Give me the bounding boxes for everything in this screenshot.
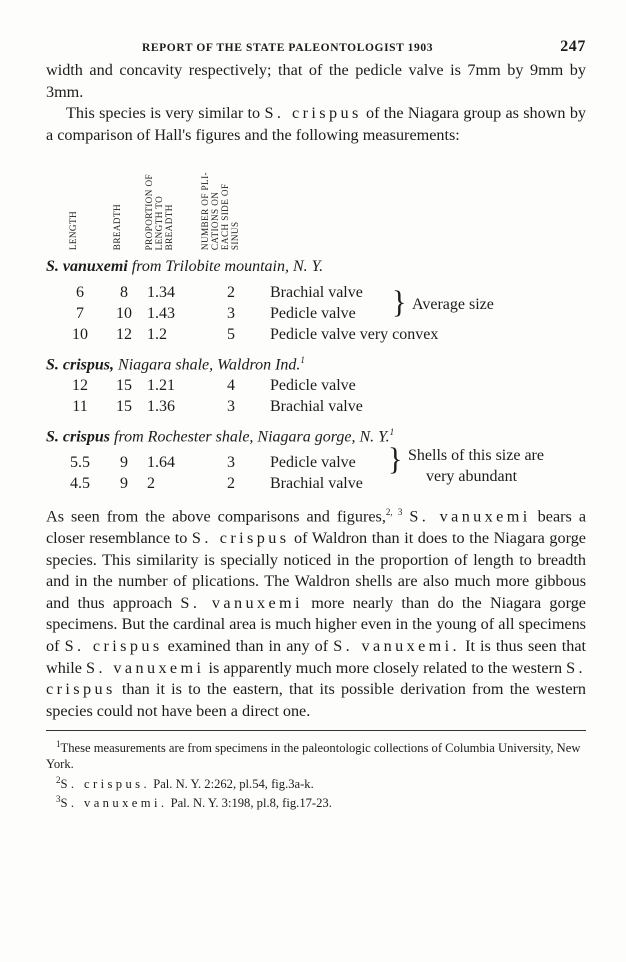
table-row (46, 305, 586, 326)
cell-breadth: 8 (120, 284, 128, 302)
footnote-mark: 3 (56, 794, 61, 805)
brace-note: Average size (412, 296, 494, 314)
group-caption (46, 256, 586, 278)
cell-plications: 3 (227, 397, 235, 415)
caption-locality: from Trilobite mountain, N. Y. (131, 258, 324, 276)
page (46, 36, 586, 812)
cell-breadth: 9 (120, 475, 128, 493)
text-run: of the Niagara group as shown by a comparison of Hall's figures and the following measurements: (46, 104, 587, 144)
cell-remark: Pedicle valve very convex (270, 326, 439, 344)
caption-locality: from Rochester shale, Niagara gorge, N. Y. (114, 428, 390, 446)
paragraph-continuation: width and concavity respectively; that of the pedicle valve is 7mm by 9mm by 3mm. (46, 61, 586, 101)
text-run: more nearly than do the Niagara gorge specimens. But the cardinal area is much higher even in the young of all specimens of (46, 593, 586, 655)
species-name: S. crispus (264, 104, 362, 123)
brace-note-line-1: Shells of this size are (408, 446, 544, 464)
footnote-mark: 1 (56, 739, 61, 750)
table-row (46, 398, 586, 419)
species-name: S. vanuxemi (180, 593, 303, 612)
text-run: examined than in any of (167, 636, 329, 655)
text-run: It is thus seen that while (46, 636, 587, 677)
column-header-breadth: BREADTH (112, 204, 122, 251)
cell-proportion: 1.34 (147, 284, 175, 302)
cell-plications: 4 (227, 376, 235, 394)
group-caption (46, 349, 586, 376)
brace-note-line-2: very abundant (426, 467, 518, 485)
text-run: of Waldron than it does to the Niagara gorge species. This similarity is specially noticed in the proportion of length to breadth and in the number of plications. The Waldron shells are also much more gibbous and thus approach (46, 529, 586, 612)
cell-remark: Pedicle valve (270, 454, 356, 472)
paragraph-discussion (46, 502, 586, 722)
cell-length: 6 (76, 284, 84, 302)
cell-length: 7 (76, 305, 84, 323)
caption-species: S. crispus (46, 428, 111, 446)
footnote-ref: 1 (389, 426, 395, 437)
page-number: 247 (560, 38, 586, 55)
cell-length: 10 (72, 326, 88, 344)
cell-proportion: 1.2 (147, 326, 167, 344)
center-brace: } (388, 441, 403, 477)
footnote-ref: 1 (300, 355, 305, 366)
measurement-group-crispus-rochester (46, 421, 586, 496)
cell-breadth: 15 (116, 397, 132, 415)
cell-plications: 2 (227, 475, 235, 493)
right-brace: } (392, 285, 407, 321)
table-row (46, 284, 586, 305)
cell-length: 12 (72, 376, 88, 394)
species-name: S. vanuxemi. (333, 636, 460, 655)
group-caption (46, 421, 586, 448)
footnote-text: These measurements are from specimens in the paleontologic collections of Columbia University, New York. (46, 741, 581, 772)
text-run: than it is to the eastern, that its possible derivation from the western species could not have been a direct one. (46, 680, 587, 720)
column-header-proportion: PROPORTION OF LENGTH TO BREADTH (144, 173, 174, 251)
cell-breadth: 15 (116, 376, 132, 394)
footnote-divider (46, 730, 586, 731)
species-name: S. crispus (64, 636, 163, 655)
text-run: bears a closer resemblance to (46, 507, 587, 548)
column-header-plications: NUMBER OF PLI- CATIONS ON EACH SIDE OF SINUS (200, 172, 240, 251)
table-row (46, 377, 586, 398)
cell-proportion: 1.64 (147, 454, 175, 472)
running-header (46, 36, 586, 60)
cell-length: 11 (72, 397, 88, 415)
cell-remark: Brachial valve (270, 475, 363, 493)
footnote-text: Pal. N. Y. 3:198, pl.8, fig.17-23. (170, 796, 332, 811)
caption-locality: Niagara shale, Waldron Ind. (118, 356, 301, 374)
measurement-group-crispus-waldron (46, 349, 586, 418)
caption-species: S. vanuxemi (46, 258, 128, 276)
species-name: S. vanuxemi. (60, 796, 168, 811)
footnote-3 (46, 792, 586, 812)
column-header-length: LENGTH (68, 211, 78, 251)
footnote-text: Pal. N. Y. 2:262, pl.54, fig.3a-k. (153, 776, 314, 791)
species-name: S. crispus (191, 529, 290, 548)
paragraph-comparison-intro (46, 103, 586, 146)
cell-breadth: 9 (120, 454, 128, 472)
footnote-mark: 2 (56, 774, 61, 785)
cell-proportion: 2 (147, 475, 155, 493)
cell-remark: Pedicle valve (270, 305, 356, 323)
cell-plications: 3 (227, 454, 235, 472)
cell-remark: Pedicle valve (270, 376, 356, 394)
footnote-2 (46, 773, 586, 793)
text-run: As seen from the above comparisons and figures, (46, 507, 386, 526)
caption-species: S. crispus, (46, 356, 115, 374)
cell-breadth: 12 (116, 326, 132, 344)
species-name: S. vanuxemi (86, 658, 205, 677)
footnote-1 (46, 737, 586, 772)
running-title: REPORT OF THE STATE PALEONTOLOGIST 1903 (142, 42, 434, 54)
footnote-ref: 2, 3 (385, 507, 403, 518)
text-run: is apparently much more closely related to the western (208, 658, 563, 677)
cell-plications: 2 (227, 284, 235, 302)
cell-plications: 3 (227, 305, 235, 323)
species-name: S. crispus. (60, 776, 151, 791)
species-name: S. vanuxemi (409, 507, 531, 526)
measurement-column-headers (46, 148, 586, 254)
cell-length: 5.5 (70, 454, 90, 472)
measurement-group-vanuxemi (46, 256, 586, 347)
cell-remark: Brachial valve (270, 284, 363, 302)
text-run: This species is very similar to (66, 104, 261, 123)
cell-plications: 5 (227, 326, 235, 344)
cell-length: 4.5 (70, 475, 90, 493)
species-name: S. crispus (46, 658, 586, 699)
cell-remark: Brachial valve (270, 397, 363, 415)
table-row (46, 326, 586, 347)
cell-proportion: 1.21 (147, 376, 175, 394)
cell-proportion: 1.36 (147, 397, 175, 415)
cell-proportion: 1.43 (147, 305, 175, 323)
cell-breadth: 10 (116, 305, 132, 323)
